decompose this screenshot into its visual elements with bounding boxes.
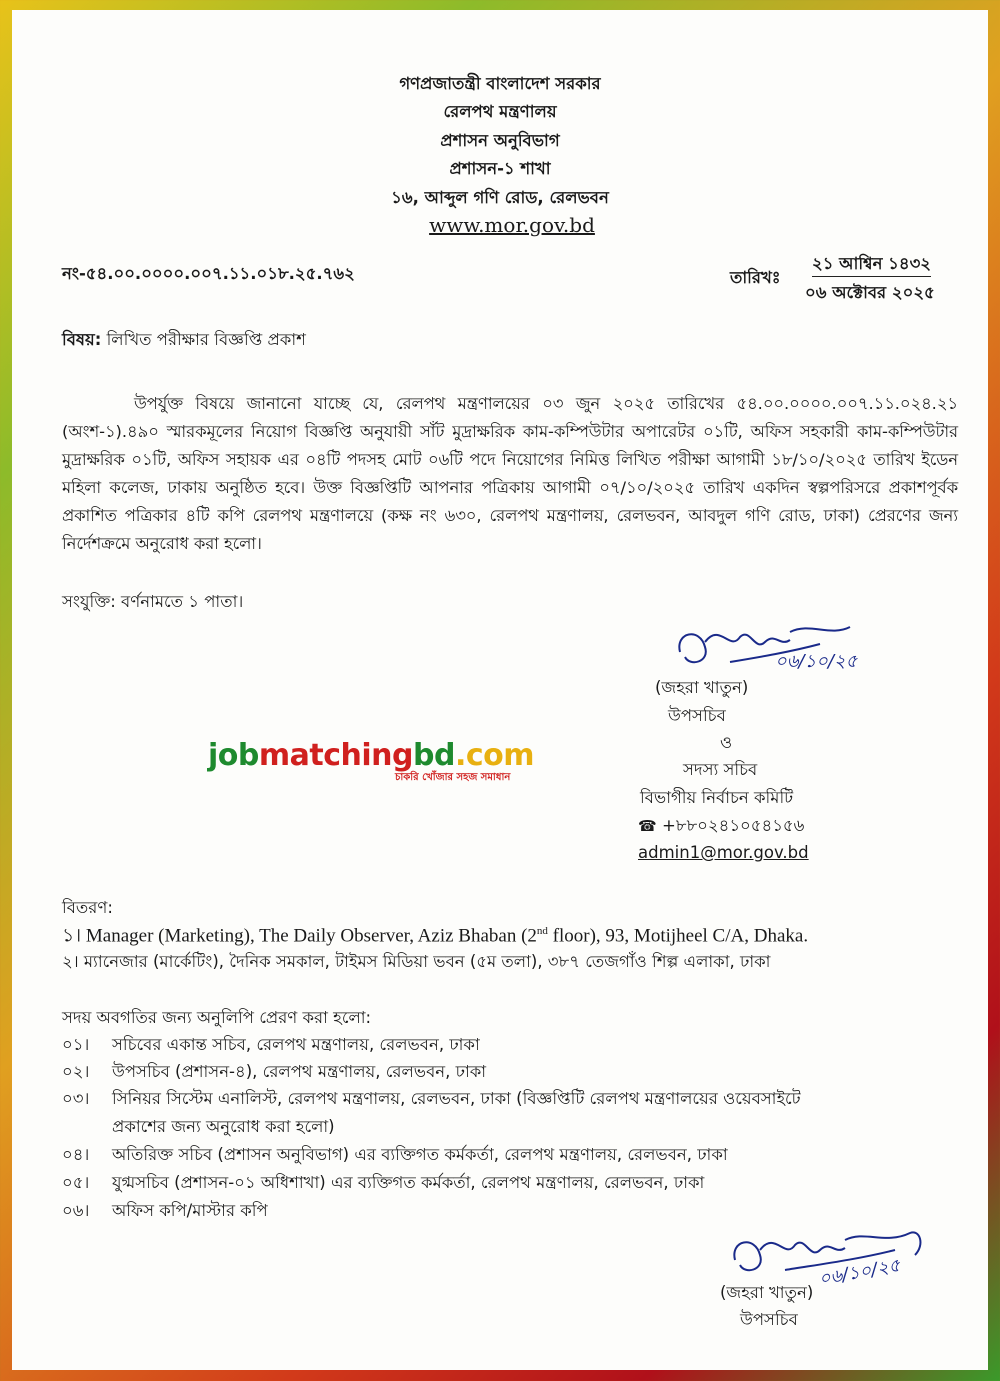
body-paragraph: উপর্যুক্ত বিষয়ে জানানো যাচ্ছে যে, রেলপথ মন্ত্রণালয়ের ০৩ জুন ২০২৫ তারিখের ৫৪.০০.০০০০.০০৭.১১.০২৪.২১ (অংশ-১).৪৯০ স্মারকমূলের নিয়োগ বিজ্ঞপ্তি অনুযায়ী সাঁট মুদ্রাক্ষরিক কাম-কম্পিউটার অপারেটর ০১টি, অফিস সহকারী কাম-কম্পিউটার মুদ্রাক্ষরিক ০১টি, অফিস সহায়ক এর ০৪টি পদসহ মোট ০৬টি পদে নিয়োগের নিমিত্ত লিখিত পরীক্ষা আগামী ১৮/১০/২০২৫ তারিখ ইডেন মহিলা কলেজ, ঢাকায় অনুষ্ঠিত হবে। উক্ত বিজ্ঞপ্তিটি আপনার পত্রিকায় আগামী ০৭/১০/২০২৫ তারিখ একদিন স্বল্পপরিসরে প্রকাশপূর্বক প্রকাশিত পত্রিকার ৪টি কপি রেলপথ মন্ত্রণালয়ে (কক্ষ নং ৬৩০, রেলপথ মন্ত্রণালয়, রেলভবন, আবদুল গণি রোড, ঢাকা) প্রেরণের জন্য নির্দেশক্রমে অনুরোধ করা হলো। (62, 394, 958, 553)
signatory-designation-2: উপসচিব (740, 1310, 798, 1329)
copy-item: ০৬। অফিস কপি/মাস্টার কপি (62, 1201, 268, 1220)
signatory-designation: উপসচিব (668, 706, 726, 725)
date-gregorian: ০৬ অক্টোবর ২০২৫ (805, 283, 935, 302)
signature-date: ০৬/১০/২৫ (775, 651, 858, 672)
website-link[interactable]: www.mor.gov.bd (429, 213, 595, 237)
signature-image (670, 612, 870, 682)
signatory-and: ও (720, 733, 733, 752)
distribution-item: ২। ম্যানেজার (মার্কেটিং), দৈনিক সমকাল, টাইমস মিডিয়া ভবন (৫ম তলা), ৩৮৭ তেজগাঁও শিল্প এলাকা, ঢাকা (62, 952, 771, 971)
copy-item-continuation: প্রকাশের জন্য অনুরোধ করা হলো) (112, 1117, 335, 1136)
date-label: তারিখঃ (730, 268, 781, 287)
copy-item: ০৫। যুগ্মসচিব (প্রশাসন-০১ অধিশাখা) এর ব্যক্তিগত কর্মকর্তা, রেলপথ মন্ত্রণালয়, রেলভবন, ঢাকা (62, 1173, 705, 1192)
phone-line (638, 818, 804, 835)
subject-label: বিষয়: (62, 330, 102, 349)
copy-item: ০২। উপসচিব (প্রশাসন-৪), রেলপথ মন্ত্রণালয়, রেলভবন, ঢাকা (62, 1062, 487, 1081)
watermark-tagline: চাকরি খোঁজার সহজ সমাধান (395, 772, 511, 783)
address: ১৬, আব্দুল গণি রোড, রেলভবন (391, 188, 609, 207)
reference-number: নং-৫৪.০০.০০০০.০০৭.১১.০১৮.২৫.৭৬২ (62, 264, 355, 283)
phone-number: +৮৮০২৪১০৫৪১৫৬ (661, 816, 805, 835)
signatory-name: (জহরা খাতুন) (655, 678, 749, 697)
watermark-logo: jobmatchingbd.com (208, 738, 534, 773)
subject-text: লিখিত পরীক্ষার বিজ্ঞপ্তি প্রকাশ (106, 330, 306, 349)
signatory-role: সদস্য সচিব (683, 760, 758, 779)
section-name: প্রশাসন-১ শাখা (449, 159, 551, 178)
distribution-label: বিতরণ: (62, 898, 113, 917)
date-bangla: ২১ আশ্বিন ১৪৩২ (812, 256, 931, 277)
email-link[interactable]: admin1@mor.gov.bd (638, 843, 809, 862)
copies-label: সদয় অবগতির জন্য অনুলিপি প্রেরণ করা হলো: (62, 1008, 372, 1027)
attachment-note-text: সংযুক্তি: বর্ণনামতে ১ পাতা। (62, 592, 244, 611)
division-name: প্রশাসন অনুবিভাগ (440, 131, 560, 150)
govt-title: গণপ্রজাতন্ত্রী বাংলাদেশ সরকার (399, 74, 601, 93)
copy-item: ০১। সচিবের একান্ত সচিব, রেলপথ মন্ত্রণালয়, রেলভবন, ঢাকা (62, 1035, 480, 1054)
copy-item: ০৩। সিনিয়র সিস্টেম এনালিস্ট, রেলপথ মন্ত্রণালয়, রেলভবন, ঢাকা (বিজ্ঞপ্তিটি রেলপথ মন্ত্রণালয়ের ওয়েবসাইটে (62, 1089, 801, 1108)
distribution-item: ১। Manager (Marketing), The Daily Observer, Aziz Bhaban (2nd floor), 93, Motijheel C/A, Dhaka. (62, 925, 809, 947)
subject-line (62, 332, 306, 349)
committee-name: বিভাগীয় নির্বাচন কমিটি (640, 788, 794, 807)
signature-date-2: ০৬/১০/২৫ (817, 1254, 902, 1290)
ministry-name: রেলপথ মন্ত্রণালয় (443, 102, 557, 121)
copy-item: ০৪। অতিরিক্ত সচিব (প্রশাসন অনুবিভাগ) এর ব্যক্তিগত কর্মকর্তা, রেলপথ মন্ত্রণালয়, রেলভবন, ঢাকা (62, 1145, 728, 1164)
signatory-name-2: (জহরা খাতুন) (720, 1283, 814, 1302)
telephone-icon: ☎ (638, 817, 657, 835)
